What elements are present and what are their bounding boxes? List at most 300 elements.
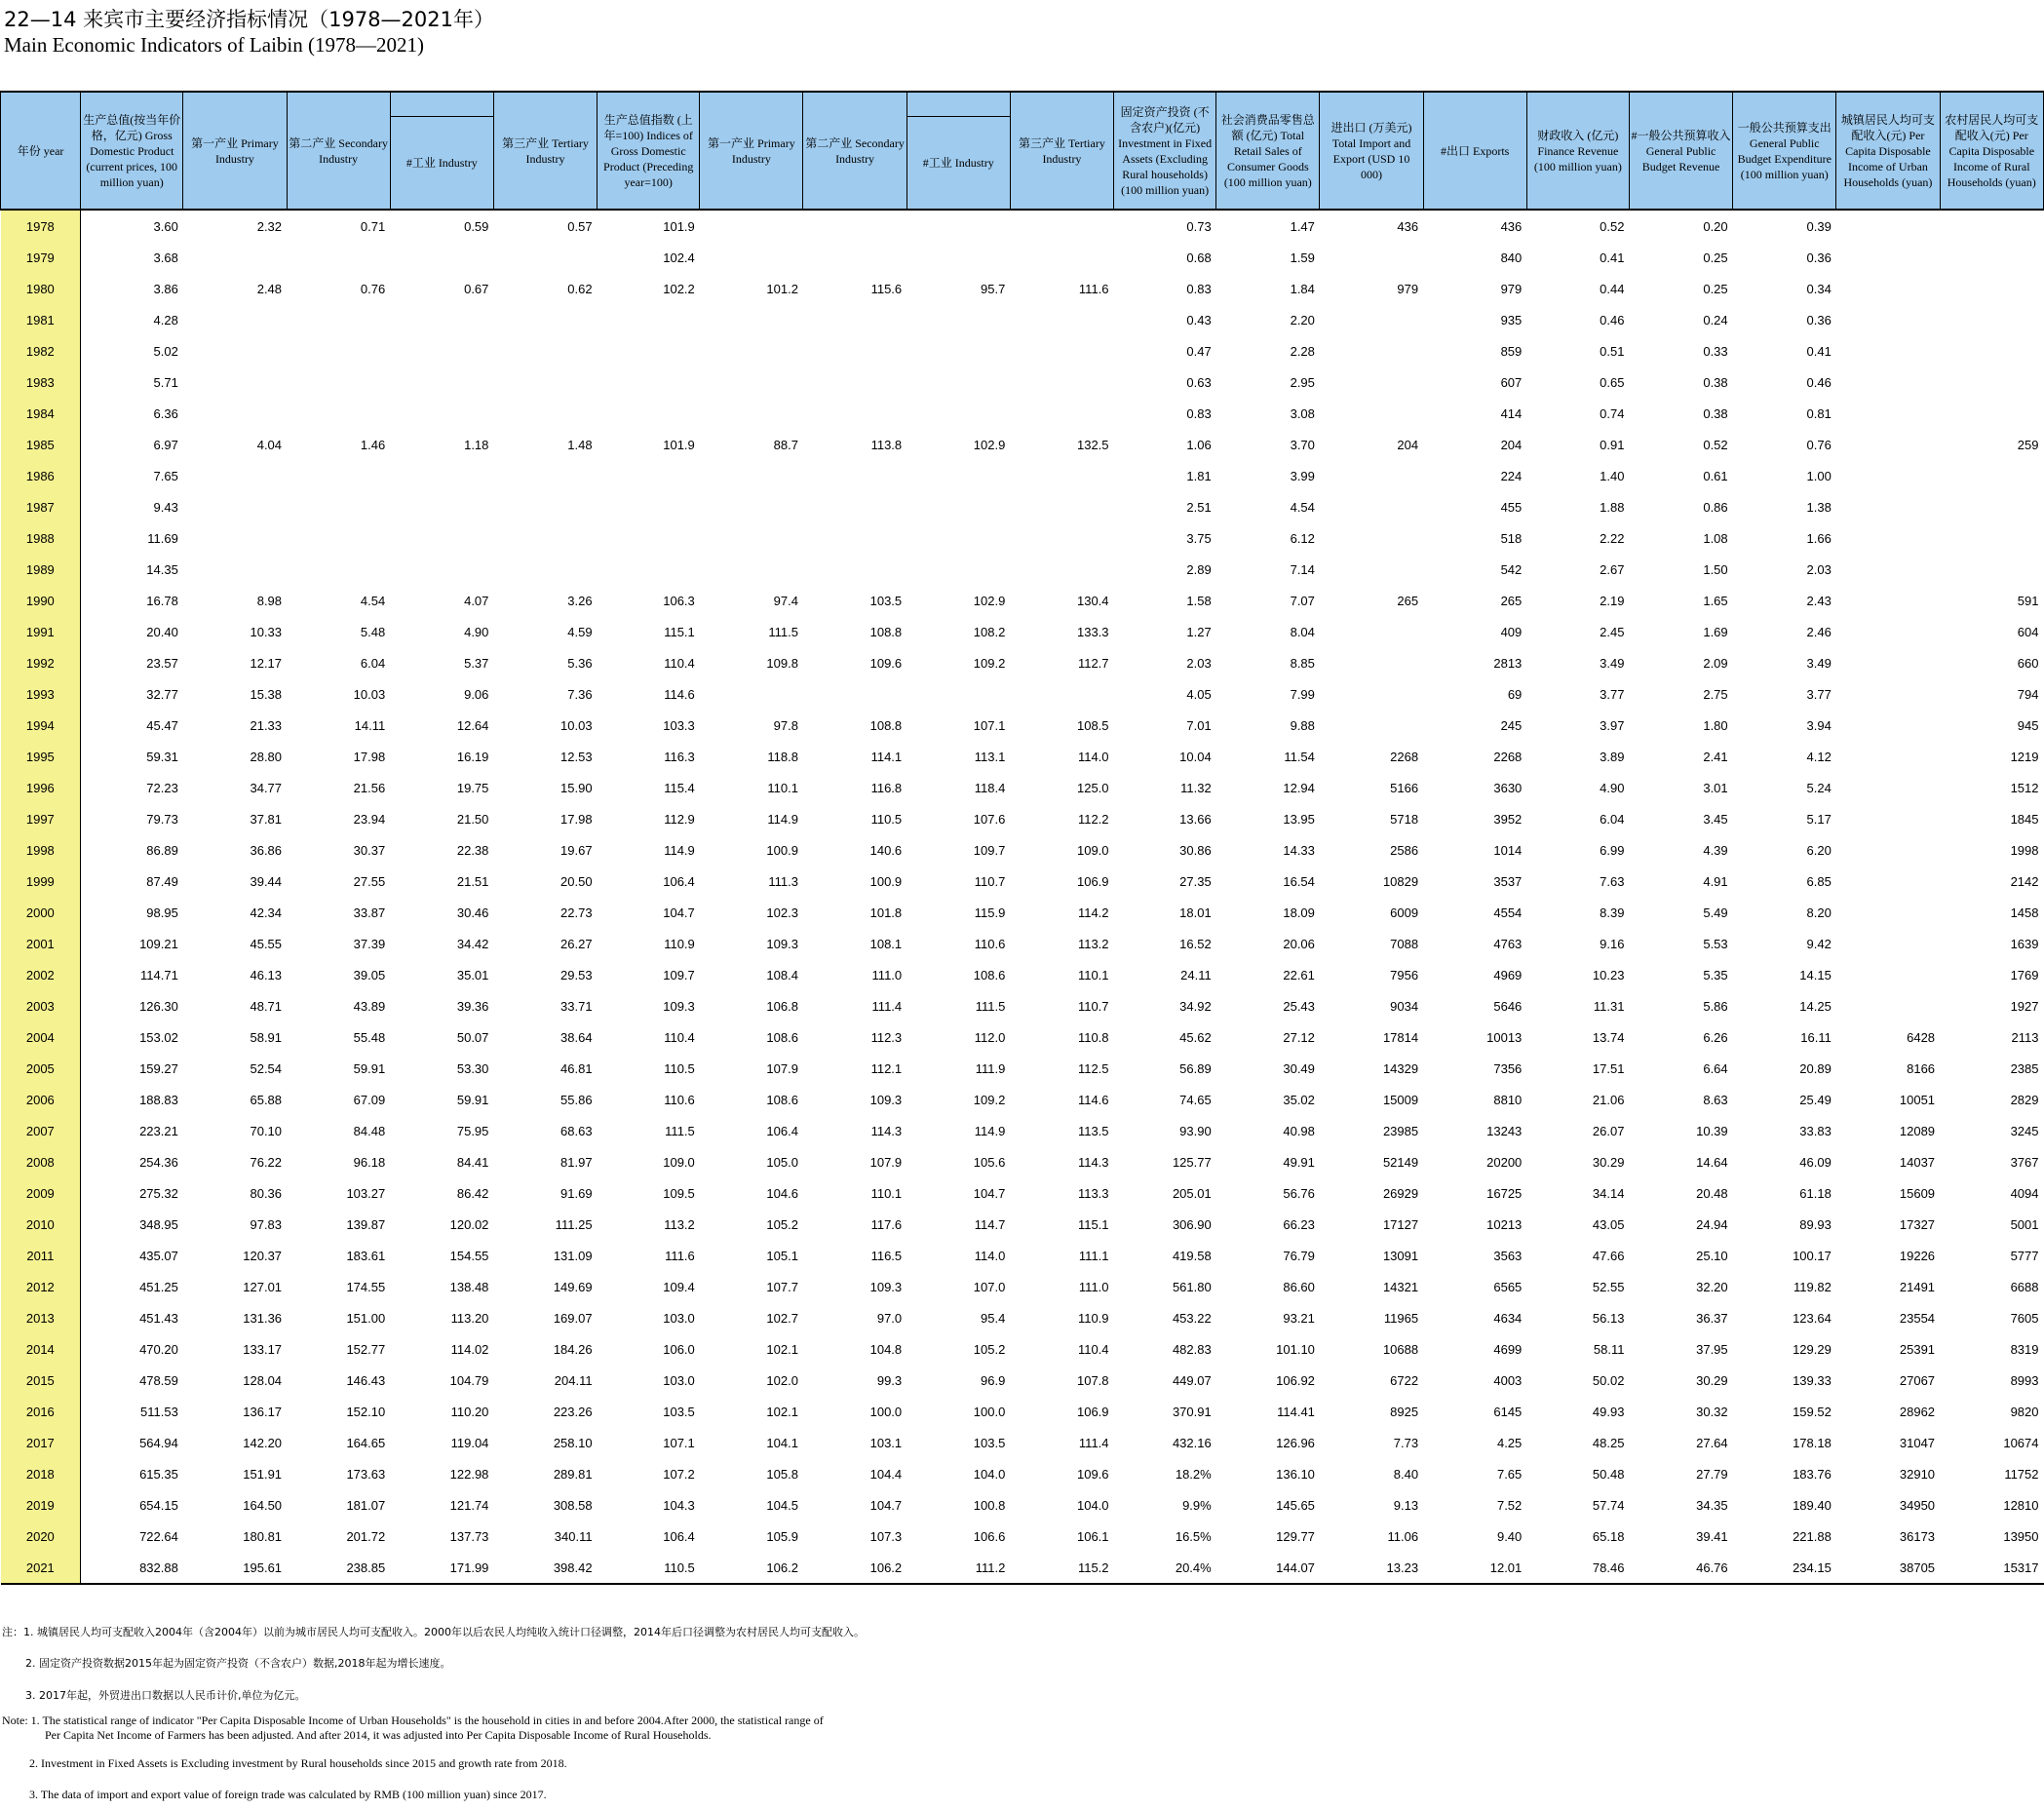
value-cell: 7.52 xyxy=(1496,1497,1523,1513)
value-cell: 101.10 xyxy=(1276,1341,1315,1357)
value-cell: 10688 xyxy=(1382,1341,1419,1357)
value-cell xyxy=(1940,335,2043,366)
value-cell: 18.09 xyxy=(1283,905,1315,920)
year-cell: 1998 xyxy=(1,834,81,866)
value-cell xyxy=(1010,366,1113,398)
header-public-budget-revenue: #一般公共预算收入 General Public Budget Revenue xyxy=(1629,92,1732,210)
value-cell: 10.23 xyxy=(1592,967,1625,982)
value-cell: 108.5 xyxy=(1076,717,1109,733)
value-cell: 72.23 xyxy=(146,780,178,795)
value-cell: 11.54 xyxy=(1284,749,1315,764)
value-cell: 1.66 xyxy=(1806,530,1832,546)
value-cell: 93.90 xyxy=(1179,1123,1212,1138)
value-cell xyxy=(1940,366,2043,398)
value-cell: 111.6 xyxy=(1078,281,1109,296)
value-cell: 110.5 xyxy=(664,1060,695,1076)
value-cell: 102.9 xyxy=(973,437,1006,452)
value-cell: 109.3 xyxy=(869,1092,903,1107)
value-cell xyxy=(1836,491,1940,522)
value-cell: 109.3 xyxy=(869,1279,903,1294)
value-cell: 34.42 xyxy=(456,936,489,951)
value-cell xyxy=(1320,366,1423,398)
value-cell: 4.91 xyxy=(1703,873,1728,889)
value-cell xyxy=(1836,834,1940,866)
value-cell: 53.30 xyxy=(456,1060,489,1076)
value-cell: 9.88 xyxy=(1290,717,1315,733)
value-cell: 107.1 xyxy=(973,717,1006,733)
table-row xyxy=(1,1084,2044,1115)
value-cell: 0.44 xyxy=(1600,281,1625,296)
value-cell xyxy=(598,304,700,335)
value-cell xyxy=(1836,803,1940,834)
value-cell: 57.74 xyxy=(1592,1497,1625,1513)
value-cell: 120.02 xyxy=(449,1216,489,1232)
value-cell: 0.20 xyxy=(1703,218,1728,234)
value-cell: 27.35 xyxy=(1179,873,1212,889)
value-cell: 16.11 xyxy=(1800,1029,1832,1045)
value-cell: 0.41 xyxy=(1806,343,1832,359)
value-cell xyxy=(700,678,803,710)
value-cell: 9.42 xyxy=(1806,936,1832,951)
value-cell: 6565 xyxy=(1493,1279,1523,1294)
value-cell: 102.1 xyxy=(766,1404,798,1419)
value-cell: 39.05 xyxy=(353,967,386,982)
value-cell: 8.98 xyxy=(256,593,283,608)
value-cell: 18.2% xyxy=(1175,1466,1212,1482)
value-cell xyxy=(803,398,906,429)
value-cell: 43.05 xyxy=(1592,1216,1625,1232)
value-cell: 9034 xyxy=(1390,998,1419,1014)
value-cell: 24.94 xyxy=(1696,1216,1728,1232)
value-cell: 111.6 xyxy=(665,1248,695,1263)
year-cell: 1986 xyxy=(1,460,81,491)
value-cell xyxy=(1010,210,1113,242)
table-row xyxy=(1,1427,2044,1458)
value-cell xyxy=(803,460,906,491)
value-cell xyxy=(1836,522,1940,554)
value-cell: 68.63 xyxy=(560,1123,593,1138)
value-cell: 4.28 xyxy=(153,312,178,327)
value-cell: 14329 xyxy=(1382,1060,1419,1076)
table-row xyxy=(1,585,2044,616)
value-cell: 0.63 xyxy=(1186,374,1212,390)
value-cell xyxy=(1010,304,1113,335)
value-cell: 1.84 xyxy=(1290,281,1315,296)
value-cell: 455 xyxy=(1500,499,1523,515)
value-cell: 49.91 xyxy=(1283,1154,1315,1170)
value-cell: 114.9 xyxy=(974,1123,1006,1138)
value-cell: 436 xyxy=(1397,218,1419,234)
value-cell xyxy=(906,398,1010,429)
value-cell: 39.41 xyxy=(1696,1528,1728,1544)
value-cell: 112.3 xyxy=(870,1029,903,1045)
year-cell: 2009 xyxy=(1,1177,81,1209)
value-cell xyxy=(1320,554,1423,585)
value-cell: 114.6 xyxy=(1077,1092,1109,1107)
value-cell: 103.5 xyxy=(973,1435,1006,1450)
value-cell: 159.27 xyxy=(139,1060,178,1076)
value-cell: 110.1 xyxy=(767,780,798,795)
value-cell: 5777 xyxy=(2010,1248,2039,1263)
value-cell: 100.0 xyxy=(869,1404,903,1419)
value-cell: 13950 xyxy=(2003,1528,2039,1544)
value-cell xyxy=(287,335,390,366)
value-cell: 114.9 xyxy=(664,842,695,858)
value-cell xyxy=(493,335,597,366)
value-cell: 8319 xyxy=(2010,1341,2039,1357)
value-cell: 20.48 xyxy=(1696,1185,1728,1201)
value-cell: 470.20 xyxy=(139,1341,178,1357)
value-cell: 109.21 xyxy=(139,936,178,951)
value-cell: 8166 xyxy=(1907,1060,1936,1076)
value-cell: 11.32 xyxy=(1180,780,1212,795)
table-row xyxy=(1,741,2044,772)
value-cell: 117.6 xyxy=(870,1216,903,1232)
value-cell: 0.91 xyxy=(1600,437,1625,452)
value-cell: 50.07 xyxy=(456,1029,489,1045)
value-cell: 120.37 xyxy=(243,1248,283,1263)
value-cell: 14.33 xyxy=(1283,842,1315,858)
value-cell: 1.59 xyxy=(1290,250,1315,265)
value-cell: 13243 xyxy=(1486,1123,1523,1138)
value-cell: 3630 xyxy=(1493,780,1523,795)
value-cell: 102.7 xyxy=(766,1310,798,1326)
value-cell: 13.23 xyxy=(1320,1552,1423,1584)
value-cell: 28962 xyxy=(1899,1404,1936,1419)
value-cell: 93.21 xyxy=(1283,1310,1315,1326)
value-cell: 20.40 xyxy=(146,624,178,639)
table-row xyxy=(1,678,2044,710)
value-cell: 101.9 xyxy=(663,218,695,234)
value-cell: 110.6 xyxy=(664,1092,695,1107)
value-cell: 59.31 xyxy=(146,749,178,764)
value-cell: 4763 xyxy=(1493,936,1523,951)
value-cell: 3.77 xyxy=(1806,686,1832,702)
table-row xyxy=(1,398,2044,429)
value-cell: 4634 xyxy=(1493,1310,1523,1326)
year-cell: 2016 xyxy=(1,1396,81,1427)
value-cell xyxy=(906,242,1010,273)
value-cell xyxy=(1836,866,1940,897)
value-cell: 107.6 xyxy=(973,811,1006,827)
value-cell: 91.69 xyxy=(560,1185,593,1201)
value-cell xyxy=(700,460,803,491)
value-cell: 115.9 xyxy=(974,905,1006,920)
year-cell: 2005 xyxy=(1,1053,81,1084)
value-cell xyxy=(287,554,390,585)
value-cell xyxy=(1320,678,1423,710)
table-row xyxy=(1,928,2044,959)
value-cell: 436 xyxy=(1500,218,1523,234)
value-cell: 6.97 xyxy=(153,437,178,452)
value-cell: 16725 xyxy=(1486,1185,1523,1201)
value-cell: 11.69 xyxy=(147,530,178,546)
value-cell: 149.69 xyxy=(553,1279,593,1294)
value-cell: 108.1 xyxy=(869,936,903,951)
value-cell: 12.64 xyxy=(456,717,489,733)
value-cell: 8993 xyxy=(2010,1372,2039,1388)
value-cell xyxy=(1836,990,1940,1021)
value-cell: 27067 xyxy=(1899,1372,1936,1388)
value-cell xyxy=(1940,554,2043,585)
value-cell: 7.01 xyxy=(1186,717,1212,733)
value-cell: 1.00 xyxy=(1806,468,1832,483)
value-cell: 2.89 xyxy=(1186,561,1212,577)
value-cell: 136.17 xyxy=(243,1404,283,1419)
value-cell: 511.53 xyxy=(140,1404,178,1419)
value-cell: 34950 xyxy=(1899,1497,1936,1513)
value-cell: 112.7 xyxy=(1077,655,1109,671)
table-row xyxy=(1,1489,2044,1521)
value-cell: 111.5 xyxy=(768,624,798,639)
value-cell: 7.65 xyxy=(1496,1466,1523,1482)
value-cell: 14321 xyxy=(1382,1279,1419,1294)
value-cell: 109.2 xyxy=(973,1092,1006,1107)
value-cell: 111.9 xyxy=(975,1060,1006,1076)
table-row xyxy=(1,242,2044,273)
value-cell: 564.94 xyxy=(139,1435,178,1450)
value-cell: 99.3 xyxy=(876,1372,903,1388)
value-cell: 6688 xyxy=(2010,1279,2039,1294)
value-cell: 432.16 xyxy=(1172,1435,1212,1450)
value-cell: 1.58 xyxy=(1186,593,1212,608)
value-cell: 129.77 xyxy=(1276,1528,1315,1544)
value-cell: 204.11 xyxy=(554,1372,593,1388)
value-cell: 153.02 xyxy=(139,1029,178,1045)
value-cell: 6.85 xyxy=(1806,873,1832,889)
value-cell: 45.55 xyxy=(250,936,283,951)
page-title-cn: 22—14 来宾市主要经济指标情况（1978—2021年） xyxy=(4,8,495,31)
value-cell: 4094 xyxy=(2010,1185,2039,1201)
year-cell: 2000 xyxy=(1,897,81,928)
value-cell: 19.75 xyxy=(456,780,489,795)
value-cell xyxy=(803,522,906,554)
value-cell: 25.43 xyxy=(1283,998,1315,1014)
value-cell: 0.83 xyxy=(1186,405,1212,421)
value-cell xyxy=(700,242,803,273)
value-cell xyxy=(1320,242,1423,273)
value-cell xyxy=(1836,585,1940,616)
value-cell: 17127 xyxy=(1382,1216,1419,1232)
value-cell: 69 xyxy=(1507,686,1523,702)
table-row xyxy=(1,1209,2044,1240)
value-cell xyxy=(493,460,597,491)
value-cell: 27.64 xyxy=(1696,1435,1728,1450)
value-cell xyxy=(1836,741,1940,772)
value-cell: 104.0 xyxy=(1076,1497,1109,1513)
value-cell: 113.2 xyxy=(664,1216,695,1232)
value-cell: 50.48 xyxy=(1592,1466,1625,1482)
value-cell xyxy=(803,242,906,273)
value-cell: 107.2 xyxy=(663,1466,695,1482)
value-cell: 139.33 xyxy=(1793,1372,1832,1388)
value-cell: 119.82 xyxy=(1793,1279,1832,1294)
value-cell: 102.1 xyxy=(766,1341,798,1357)
year-cell: 2011 xyxy=(1,1240,81,1271)
value-cell: 7605 xyxy=(2010,1310,2039,1326)
value-cell: 114.0 xyxy=(974,1248,1006,1263)
value-cell: 100.17 xyxy=(1793,1248,1832,1263)
value-cell: 107.3 xyxy=(869,1528,903,1544)
value-cell: 15609 xyxy=(1899,1185,1936,1201)
value-cell: 74.65 xyxy=(1179,1092,1212,1107)
value-cell xyxy=(803,304,906,335)
value-cell xyxy=(390,335,493,366)
value-cell: 1458 xyxy=(2010,905,2039,920)
table-row xyxy=(1,1552,2044,1584)
table-row xyxy=(1,1333,2044,1365)
value-cell: 7356 xyxy=(1493,1060,1523,1076)
value-cell: 70.10 xyxy=(250,1123,283,1138)
value-cell: 11965 xyxy=(1383,1310,1419,1326)
value-cell: 8.40 xyxy=(1393,1466,1419,1482)
value-cell: 25.49 xyxy=(1799,1092,1832,1107)
value-cell: 2.41 xyxy=(1703,749,1728,764)
value-cell: 100.9 xyxy=(869,873,903,889)
value-cell: 3537 xyxy=(1493,873,1523,889)
value-cell xyxy=(700,210,803,242)
value-cell: 8.39 xyxy=(1600,905,1625,920)
value-cell: 114.3 xyxy=(870,1123,903,1138)
value-cell: 3.08 xyxy=(1290,405,1315,421)
value-cell: 104.1 xyxy=(766,1435,798,1450)
value-cell: 561.80 xyxy=(1172,1279,1212,1294)
value-cell: 3.60 xyxy=(153,218,178,234)
value-cell: 108.6 xyxy=(766,1029,798,1045)
table-row xyxy=(1,959,2044,990)
value-cell: 151.91 xyxy=(243,1466,283,1482)
value-cell: 23985 xyxy=(1382,1123,1419,1138)
value-cell xyxy=(1836,616,1940,647)
value-cell: 0.33 xyxy=(1703,343,1728,359)
value-cell: 0.74 xyxy=(1600,405,1625,421)
value-cell: 33.87 xyxy=(353,905,386,920)
value-cell: 105.9 xyxy=(766,1528,798,1544)
value-cell: 104.3 xyxy=(663,1497,695,1513)
value-cell: 5.48 xyxy=(360,624,386,639)
value-cell: 80.36 xyxy=(250,1185,283,1201)
table-row xyxy=(1,273,2044,304)
value-cell: 36.86 xyxy=(250,842,283,858)
value-cell: 26.07 xyxy=(1592,1123,1625,1138)
table-header xyxy=(1,92,2044,210)
value-cell: 258.10 xyxy=(553,1435,593,1450)
value-cell: 5.24 xyxy=(1806,780,1832,795)
value-cell: 2.43 xyxy=(1806,593,1832,608)
value-cell: 104.5 xyxy=(766,1497,798,1513)
value-cell xyxy=(1836,429,1940,460)
value-cell xyxy=(700,335,803,366)
value-cell: 2.19 xyxy=(1600,593,1625,608)
year-cell: 2017 xyxy=(1,1427,81,1458)
value-cell xyxy=(906,304,1010,335)
value-cell: 32910 xyxy=(1899,1466,1936,1482)
value-cell: 14.25 xyxy=(1799,998,1832,1014)
value-cell: 9.9% xyxy=(1182,1497,1212,1513)
table-row xyxy=(1,554,2044,585)
value-cell: 4.39 xyxy=(1703,842,1728,858)
table-row xyxy=(1,1521,2044,1552)
header-industry: #工业 Industry xyxy=(390,117,493,210)
value-cell: 3.70 xyxy=(1290,437,1315,452)
value-cell: 979 xyxy=(1500,281,1523,296)
value-cell: 110.7 xyxy=(1077,998,1109,1014)
value-cell: 409 xyxy=(1500,624,1523,639)
value-cell: 2.67 xyxy=(1600,561,1625,577)
value-cell: 121.74 xyxy=(449,1497,489,1513)
year-cell: 2018 xyxy=(1,1458,81,1489)
value-cell: 238.85 xyxy=(287,1552,390,1584)
value-cell: 109.0 xyxy=(663,1154,695,1170)
value-cell: 7.73 xyxy=(1393,1435,1419,1450)
value-cell: 106.9 xyxy=(1076,1404,1109,1419)
value-cell: 5.53 xyxy=(1703,936,1728,951)
value-cell xyxy=(906,460,1010,491)
value-cell: 109.6 xyxy=(1076,1466,1109,1482)
value-cell: 12.17 xyxy=(250,655,283,671)
value-cell xyxy=(1836,242,1940,273)
value-cell: 33.71 xyxy=(560,998,593,1014)
value-cell: 107.8 xyxy=(1076,1372,1109,1388)
value-cell: 37.81 xyxy=(250,811,283,827)
value-cell: 20.06 xyxy=(1283,936,1315,951)
value-cell: 1.50 xyxy=(1703,561,1728,577)
value-cell: 174.55 xyxy=(346,1279,386,1294)
value-cell: 13091 xyxy=(1382,1248,1419,1263)
value-cell: 0.46 xyxy=(1806,374,1832,390)
value-cell: 6.64 xyxy=(1703,1060,1728,1076)
value-cell xyxy=(1010,491,1113,522)
value-cell: 3.49 xyxy=(1806,655,1832,671)
value-cell: 113.3 xyxy=(1077,1185,1109,1201)
value-cell: 5166 xyxy=(1390,780,1419,795)
value-cell xyxy=(1010,554,1113,585)
table-row xyxy=(1,1115,2044,1146)
year-cell: 2004 xyxy=(1,1021,81,1053)
value-cell: 105.6 xyxy=(973,1154,1006,1170)
value-cell: 34.35 xyxy=(1696,1497,1728,1513)
value-cell xyxy=(287,304,390,335)
value-cell xyxy=(700,398,803,429)
value-cell: 106.0 xyxy=(663,1341,695,1357)
header-primary-index: 第一产业 Primary Industry xyxy=(700,92,803,210)
value-cell xyxy=(1940,304,2043,335)
value-cell: 136.10 xyxy=(1276,1466,1315,1482)
value-cell: 111.0 xyxy=(871,967,903,982)
value-cell xyxy=(803,366,906,398)
value-cell: 979 xyxy=(1397,281,1419,296)
value-cell: 115.6 xyxy=(870,281,903,296)
value-cell: 109.7 xyxy=(973,842,1006,858)
value-cell: 106.92 xyxy=(1276,1372,1315,1388)
value-cell: 118.8 xyxy=(767,749,798,764)
value-cell: 259 xyxy=(2017,437,2039,452)
value-cell: 102.0 xyxy=(766,1372,798,1388)
table-row xyxy=(1,335,2044,366)
value-cell: 58.11 xyxy=(1593,1341,1625,1357)
value-cell: 832.88 xyxy=(81,1552,183,1584)
value-cell: 104.7 xyxy=(973,1185,1006,1201)
value-cell: 110.9 xyxy=(1077,1310,1109,1326)
year-cell: 1996 xyxy=(1,772,81,803)
value-cell: 3.45 xyxy=(1703,811,1728,827)
value-cell: 79.73 xyxy=(146,811,178,827)
value-cell: 1.46 xyxy=(360,437,386,452)
value-cell xyxy=(287,491,390,522)
value-cell: 419.58 xyxy=(1172,1248,1212,1263)
value-cell: 61.18 xyxy=(1799,1185,1832,1201)
note-en-1-cont: Per Capita Net Income of Farmers has been adjusted. And after 2014, it was adjusted into Per Capita Disposable Income of Rural Households. xyxy=(45,1728,712,1742)
